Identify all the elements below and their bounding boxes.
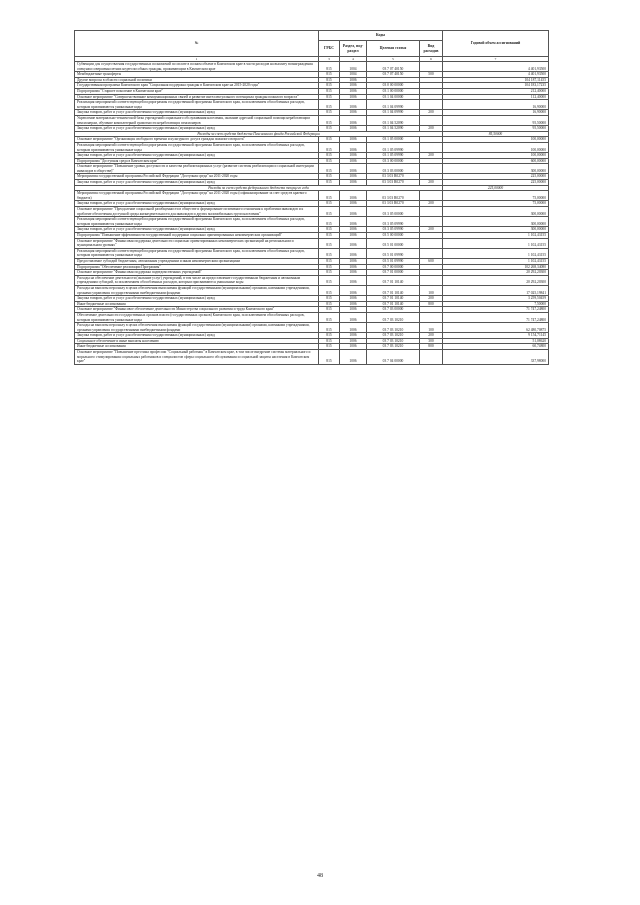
colnum-7: 7 (443, 57, 549, 62)
grbs-cell: 815 (319, 201, 340, 207)
target-cell: 03 7 03 10210 (367, 323, 420, 333)
type-cell: 500 (420, 72, 443, 78)
target-cell: 03 1 05 09990 (367, 153, 420, 159)
type-cell: 200 (420, 201, 443, 207)
target-cell: 03 1 04 09990 (367, 100, 420, 110)
target-cell: 03 1 05 09990 (367, 142, 420, 152)
section-cell: 1006 (340, 137, 367, 143)
table-row (75, 115, 549, 125)
colnum-5: 5 (367, 57, 420, 62)
amount-cell: 20 292,20300 (443, 270, 549, 276)
target-cell: 03 0 00 00000 (367, 83, 420, 89)
target-cell: 03 7 01 10140 (367, 285, 420, 295)
section-cell: 1006 (340, 94, 367, 100)
type-cell (420, 142, 443, 152)
colnum-4: 4 (340, 57, 367, 62)
header-amount: Годовой объем ассигнований (443, 31, 549, 57)
amount-cell: 71 747,24800 (443, 312, 549, 322)
amount-cell: 1 102,43155 (443, 258, 549, 264)
section-cell: 1006 (340, 180, 367, 186)
type-cell (420, 207, 443, 217)
name-cell: Основное мероприятие "Совершенствование коммуникационных связей и развитие интеллектуального потенциала граждан пожилого возраста" (75, 94, 319, 100)
section-cell: 1006 (340, 350, 367, 365)
grbs-cell: 815 (319, 115, 340, 125)
name-cell: Субвенции для осуществления государственных полномочий по оплате в полном объеме в Камчатском крае в части расходов на выплату вознаграждения опекунам совершеннолетних недееспособных граждан, проживающим в Камчатском крае (75, 62, 319, 72)
target-cell: 03 3 03 R0270 (367, 201, 420, 207)
amount-cell: 600,00000 (443, 158, 549, 164)
grbs-cell: 815 (319, 100, 340, 110)
amount-cell: 17 025,19841 (443, 285, 549, 295)
section-cell: 1006 (340, 238, 367, 248)
type-cell: 100 (420, 323, 443, 333)
name-cell: Мероприятия государственной программы Российской Федерации "Доступная среда" на 2011-2020 годы (75, 174, 319, 180)
section-cell: 1006 (340, 158, 367, 164)
colnum-3: 3 (319, 57, 340, 62)
name-cell: Подпрограмма "Повышение эффективности государственной поддержки социально ориентированных некоммерческих организаций" (75, 233, 319, 239)
name-cell: Другие вопросы в области социальной политики (75, 77, 319, 83)
target-cell: 03 5 01 09990 (367, 248, 420, 258)
table-row (75, 350, 549, 365)
name-cell: Подпрограмма "Старшее поколение в Камчатском крае" (75, 88, 319, 94)
type-cell (420, 115, 443, 125)
grbs-cell: 815 (319, 296, 340, 302)
grbs-cell: 815 (319, 350, 340, 365)
target-cell: 03 3 03 R0270 (367, 174, 420, 180)
grbs-cell: 815 (319, 307, 340, 313)
target-cell: 03 7 04 00000 (367, 350, 420, 365)
section-cell: 1006 (340, 115, 367, 125)
grbs-cell: 815 (319, 180, 340, 186)
name-cell: Предоставление субсидий бюджетным, автономным учреждениям и иным некоммерческим организациям (75, 258, 319, 264)
target-cell: 03 7 07 40150 (367, 72, 420, 78)
name-cell: Мероприятия государственной программы Российской Федерации "Доступная среда" на 2011-2020 годы (софинансирование за счет средств краевого бюджета) (75, 191, 319, 201)
type-cell: 800 (420, 344, 443, 350)
target-cell: 03 7 03 10210 (367, 338, 420, 344)
type-cell: 100 (420, 285, 443, 295)
note-text: Расходы за счет средств федерального бюджета текущего года (75, 185, 443, 191)
table-row (75, 323, 549, 333)
section-cell: 1006 (340, 275, 367, 285)
section-cell: 1006 (340, 296, 367, 302)
grbs-cell: 815 (319, 312, 340, 322)
table-row (75, 312, 549, 322)
type-cell (420, 100, 443, 110)
amount-cell: 100,00000 (443, 142, 549, 152)
grbs-cell: 815 (319, 333, 340, 339)
name-cell: Реализация мероприятий соответствующей подпрограммы государственной программы Камчатского края, за исключением обособленных расходов, которым присваиваются уникальные коды (75, 100, 319, 110)
grbs-cell: 815 (319, 137, 340, 143)
amount-cell: 3 259,50459 (443, 296, 549, 302)
target-cell: 03 5 00 00000 (367, 233, 420, 239)
name-cell: Закупка товаров, работ и услуг для обеспечения государственных (муниципальных) нужд (75, 227, 319, 233)
section-cell: 1006 (340, 338, 367, 344)
name-cell: Закупка товаров, работ и услуг для обеспечения государственных (муниципальных) нужд (75, 153, 319, 159)
amount-cell: 300,00000 (443, 164, 549, 174)
table-row (75, 142, 549, 152)
target-cell: 03 3 00 00000 (367, 158, 420, 164)
type-cell (420, 164, 443, 174)
type-cell: 200 (420, 296, 443, 302)
target-cell: 03 3 05 09990 (367, 227, 420, 233)
type-cell (420, 275, 443, 285)
name-cell: Социальное обеспечение и иные выплаты населению (75, 338, 319, 344)
table-row (75, 217, 549, 227)
section-cell: 1006 (340, 100, 367, 110)
target-cell: 03 7 01 10140 (367, 275, 420, 285)
amount-cell: 9 154,71145 (443, 333, 549, 339)
grbs-cell: 815 (319, 94, 340, 100)
target-cell: 03 7 01 00000 (367, 270, 420, 276)
name-cell: Основное мероприятие "Повышение престижа профессии "Социальный работник" в Камчатском крае, в том числе внедрение системы материального и морального стимулирования социальных работников и специалистов сферы социального обслуживания и социальной защиты населения в Камчатском крае" (75, 350, 319, 365)
section-cell: 1004 (340, 62, 367, 72)
amount-cell: 75,00000 (443, 191, 549, 201)
note-text: Расходы за счет средств бюджета Пенсионного фонда Российской Федерации (75, 131, 443, 137)
table-row (75, 238, 549, 248)
name-cell: Реализация мероприятий соответствующей подпрограммы государственной программы Камчатского края, за исключением обособленных расходов, которым присваиваются уникальные коды (75, 142, 319, 152)
type-cell: 200 (420, 126, 443, 132)
amount-cell: 100,00000 (443, 153, 549, 159)
section-cell: 1006 (340, 270, 367, 276)
target-cell: 03 5 01 00000 (367, 238, 420, 248)
target-cell: 03 7 03 10210 (367, 333, 420, 339)
table-row (75, 164, 549, 174)
amount-cell: 225,00000 (443, 174, 549, 180)
name-cell: Государственная программа Камчатского края "Социальная поддержка граждан в Камчатском крае на 2015-2020 годы" (75, 83, 319, 89)
grbs-cell: 815 (319, 88, 340, 94)
grbs-cell: 815 (319, 62, 340, 72)
grbs-cell: 815 (319, 238, 340, 248)
target-cell: 03 7 01 10140 (367, 301, 420, 307)
amount-cell: 104 183,17235 (443, 83, 549, 89)
type-cell: 800 (420, 301, 443, 307)
grbs-cell: 815 (319, 174, 340, 180)
grbs-cell: 815 (319, 164, 340, 174)
type-cell: 200 (420, 333, 443, 339)
amount-cell: 100,00000 (443, 137, 549, 143)
grbs-cell: 815 (319, 285, 340, 295)
section-cell: 1006 (340, 301, 367, 307)
name-cell: Расходы на выплаты персоналу в целях обеспечения выполнения функций государственными (муниципальными) органами, казенными учреждениями, органами управления государственными внебюджетными фондами (75, 323, 319, 333)
amount-cell: 51,08620 (443, 338, 549, 344)
grbs-cell: 815 (319, 275, 340, 285)
amount-cell: 102 268,34080 (443, 264, 549, 270)
name-cell: Закупка товаров, работ и услуг для обеспечения государственных (муниципальных) нужд (75, 110, 319, 116)
grbs-cell: 815 (319, 264, 340, 270)
section-cell: 1006 (340, 333, 367, 339)
table-row (75, 207, 549, 217)
type-cell (420, 238, 443, 248)
name-cell: Закупка товаров, работ и услуг для обеспечения государственных (муниципальных) нужд (75, 180, 319, 186)
header-codes: Коды (319, 31, 443, 41)
target-cell: 03 5 01 09990 (367, 258, 420, 264)
section-cell: 1006 (340, 258, 367, 264)
amount-cell: 75,00000 (443, 201, 549, 207)
target-cell: 03 7 03 10210 (367, 344, 420, 350)
grbs-cell: 815 (319, 233, 340, 239)
amount-cell: 95,50000 (443, 115, 549, 125)
name-cell: Основное мероприятие "Финансовая поддержка деятельности социально ориентированных некоммерческих организаций на региональном и муниципальном уровнях" (75, 238, 319, 248)
name-cell: Расходы на обеспечение деятельности (оказание услуг) учреждений, в том числе на предоставление государственным бюджетным и автономным учреждениям субсидий, за исключением обособленных расходов, которым присваиваются уникальные коды (75, 275, 319, 285)
section-cell: 1006 (340, 88, 367, 94)
amount-cell: 95,50000 (443, 126, 549, 132)
target-cell: 03 3 05 09990 (367, 217, 420, 227)
table-row (75, 275, 549, 285)
grbs-cell: 815 (319, 126, 340, 132)
colnum-6: 6 (420, 57, 443, 62)
grbs-cell: 815 (319, 83, 340, 89)
grbs-cell: 815 (319, 301, 340, 307)
header-type: Вид расходов (420, 41, 443, 57)
section-cell: 1006 (340, 110, 367, 116)
amount-cell: 4 401,93500 (443, 62, 549, 72)
target-cell: 03 7 00 00000 (367, 264, 420, 270)
type-cell: 200 (420, 153, 443, 159)
type-cell: 600 (420, 258, 443, 264)
grbs-cell: 815 (319, 72, 340, 78)
target-cell: 03 3 03 00000 (367, 164, 420, 174)
target-cell: 03 1 04 52090 (367, 126, 420, 132)
table-row (75, 191, 549, 201)
type-cell (420, 248, 443, 258)
type-cell (420, 217, 443, 227)
section-cell: 1006 (340, 153, 367, 159)
name-cell: Иные бюджетные ассигнования (75, 344, 319, 350)
type-cell: 200 (420, 180, 443, 186)
target-cell: 03 3 05 00000 (367, 207, 420, 217)
section-cell: 1006 (340, 307, 367, 313)
type-cell: 300 (420, 338, 443, 344)
grbs-cell: 815 (319, 207, 340, 217)
grbs-cell: 815 (319, 227, 340, 233)
section-cell: 1006 (340, 164, 367, 174)
grbs-cell: 815 (319, 142, 340, 152)
amount-cell: 7,50000 (443, 301, 549, 307)
header-no: № (75, 31, 319, 57)
section-cell: 1006 (340, 248, 367, 258)
target-cell: 03 7 01 10140 (367, 296, 420, 302)
amount-cell: 104 187,11455 (443, 77, 549, 83)
target-cell: 03 1 04 09990 (367, 110, 420, 116)
amount-cell: 71 747,24800 (443, 307, 549, 313)
section-cell: 1006 (340, 227, 367, 233)
section-cell: 1006 (340, 323, 367, 333)
budget-table-page (74, 30, 548, 365)
target-cell: 03 3 03 R0270 (367, 180, 420, 186)
section-cell: 1006 (340, 142, 367, 152)
amount-cell: 225,00000 (443, 185, 549, 191)
target-cell: 03 7 07 40150 (367, 62, 420, 72)
amount-cell: 212,40000 (443, 88, 549, 94)
grbs-cell: 815 (319, 323, 340, 333)
type-cell (420, 312, 443, 322)
section-cell: 1006 (340, 312, 367, 322)
amount-cell: 62 480,70875 (443, 323, 549, 333)
name-cell: Закупка товаров, работ и услуг для обеспечения государственных (муниципальных) нужд (75, 296, 319, 302)
page-number: 48 (317, 873, 323, 879)
type-cell: 200 (420, 227, 443, 233)
grbs-cell: 815 (319, 270, 340, 276)
amount-cell: 85,50000 (443, 131, 549, 137)
target-cell: 03 3 03 R0270 (367, 191, 420, 201)
amount-cell: 4 401,93500 (443, 72, 549, 78)
target-cell: 03 1 00 00000 (367, 88, 420, 94)
amount-cell: 112,40000 (443, 94, 549, 100)
section-cell: 1006 (340, 126, 367, 132)
name-cell: Реализация мероприятий соответствующей подпрограммы государственной программы Камчатского края, за исключением обособленных расходов, которым присваиваются уникальные коды (75, 248, 319, 258)
amount-cell: 300,00000 (443, 207, 549, 217)
grbs-cell: 815 (319, 110, 340, 116)
section-cell: 1006 (340, 77, 367, 83)
type-cell (420, 350, 443, 365)
table-row (75, 248, 549, 258)
type-cell: 200 (420, 110, 443, 116)
table-row (75, 285, 549, 295)
target-cell: 03 1 04 00000 (367, 94, 420, 100)
name-cell: Закупка товаров, работ и услуг для обеспечения государственных (муниципальных) нужд (75, 201, 319, 207)
section-cell: 1006 (340, 191, 367, 201)
colnum-1: 1 (75, 57, 319, 62)
section-cell: 1006 (340, 174, 367, 180)
section-cell: 1006 (340, 344, 367, 350)
name-cell: Расходы на выплаты персоналу в целях обеспечения выполнения функций государственными (муниципальными) органами, казенными учреждениями, органами управления государственными внебюджетными фондами (75, 285, 319, 295)
type-cell (420, 191, 443, 201)
amount-cell: 1 102,43155 (443, 248, 549, 258)
table-body (75, 57, 549, 365)
name-cell: Основное мероприятие "Организация свободного времени и культурного досуга граждан пожилого возраста" (75, 137, 319, 143)
amount-cell: 16,90000 (443, 110, 549, 116)
section-cell: 1004 (340, 72, 367, 78)
grbs-cell: 815 (319, 258, 340, 264)
name-cell: Основное мероприятие "Финансовое обеспечение деятельности Министерства социального развития и труда Камчатского края" (75, 307, 319, 313)
section-cell: 1006 (340, 201, 367, 207)
grbs-cell: 815 (319, 153, 340, 159)
target-cell: 03 7 03 10210 (367, 312, 420, 322)
target-cell: 03 1 05 00000 (367, 137, 420, 143)
name-cell: Обеспечение деятельности государственных органов власти (государственных органов) Камчатского края, за исключением обособленных расходов, которым присваиваются уникальные коды (75, 312, 319, 322)
amount-cell: 300,00000 (443, 217, 549, 227)
grbs-cell: 815 (319, 77, 340, 83)
name-cell: Межбюджетные трансферты (75, 72, 319, 78)
section-cell: 1006 (340, 233, 367, 239)
name-cell: Закупка товаров, работ и услуг для обеспечения государственных (муниципальных) нужд (75, 126, 319, 132)
header-row-1 (75, 31, 549, 41)
header-section: Раздел, под-раздел (340, 41, 367, 57)
table-row (75, 62, 549, 72)
budget-table (74, 30, 549, 365)
type-cell (420, 62, 443, 72)
amount-cell: 1 102,43155 (443, 238, 549, 248)
target-cell: 03 7 03 00000 (367, 307, 420, 313)
grbs-cell: 815 (319, 217, 340, 227)
name-cell: Основное мероприятие "Повышение уровня доступности и качества реабилитационных услуг (развитие системы реабилитации и социальной интеграции инвалидов в обществе)" (75, 164, 319, 174)
name-cell: Основное мероприятие "Преодоление социальной разобщенности в обществе и формирование позитивного отношения к проблемам инвалидов и к проблеме обеспечения доступной среды жизнедеятельности для инвалидов и других маломобильных групп населения" (75, 207, 319, 217)
section-cell: 1006 (340, 285, 367, 295)
target-cell: 03 1 04 52090 (367, 115, 420, 125)
header-target: Целевая статья (367, 41, 420, 57)
section-cell: 1006 (340, 264, 367, 270)
section-cell: 1006 (340, 217, 367, 227)
amount-cell: 16,90000 (443, 100, 549, 110)
name-cell: Укрепление материально-технической базы учреждений социального обслуживания населения, оказание адресной социальной помощи неработающим пенсионерам, обучение компьютерной грамотности неработающих пенсионеров (75, 115, 319, 125)
name-cell: Основное мероприятие "Финансовая поддержка подведомственных учреждений" (75, 270, 319, 276)
amount-cell: 225,00000 (443, 180, 549, 186)
amount-cell: 20 292,20300 (443, 275, 549, 285)
grbs-cell: 815 (319, 158, 340, 164)
name-cell: Подпрограмма "Обеспечение реализации Программы" (75, 264, 319, 270)
section-cell: 1006 (340, 207, 367, 217)
name-cell: Реализация мероприятий соответствующей подпрограммы государственной программы Камчатского края, за исключением обособленных расходов, которым присваиваются уникальные коды (75, 217, 319, 227)
amount-cell: 60,74800 (443, 344, 549, 350)
name-cell: Иные бюджетные ассигнования (75, 301, 319, 307)
grbs-cell: 815 (319, 191, 340, 201)
name-cell: Подпрограмма "Доступная среда в Камчатском крае" (75, 158, 319, 164)
section-cell: 1006 (340, 83, 367, 89)
grbs-cell: 815 (319, 248, 340, 258)
name-cell: Закупка товаров, работ и услуг для обеспечения государственных (муниципальных) нужд (75, 333, 319, 339)
grbs-cell: 815 (319, 338, 340, 344)
amount-cell: 337,98000 (443, 350, 549, 365)
table-row (75, 100, 549, 110)
grbs-cell: 815 (319, 344, 340, 350)
header-grbs: ГРБС (319, 41, 340, 57)
amount-cell: 1 102,43155 (443, 233, 549, 239)
amount-cell: 300,00000 (443, 227, 549, 233)
